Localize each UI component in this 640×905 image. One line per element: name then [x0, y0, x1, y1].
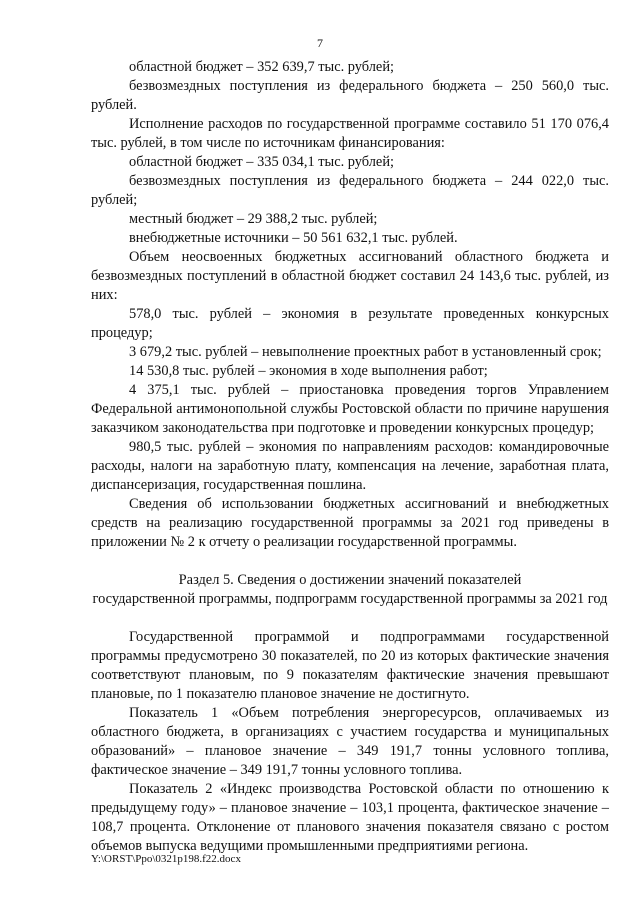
paragraph: Государственной программой и подпрограммами государственной программы предусмотрено 30 показателей, по 20 из которых фактические значения соответствуют плановым, по 9 показателям фактические значения превышают плановые, по 1 показателю плановое значение не достигнуто. — [91, 629, 609, 702]
paragraph: Показатель 2 «Индекс производства Ростовской области по отношению к предыдущему году» – плановое значение – 103,1 процента, фактическое значение – 108,7 процента. Отклонение от планового значения показателя связано с ростом объемов выпуска ведущими промышленными предприятиями региона. — [91, 781, 609, 854]
paragraph: безвозмездных поступления из федерального бюджета – 244 022,0 тыс. рублей; — [91, 173, 609, 208]
paragraph: Сведения об использовании бюджетных ассигнований и внебюджетных средств на реализацию государственной программы за 2021 год приведены в приложении № 2 к отчету о реализации государственной программы. — [91, 496, 609, 550]
paragraph: 14 530,8 тыс. рублей – экономия в ходе выполнения работ; — [129, 363, 488, 379]
paragraph: областной бюджет – 335 034,1 тыс. рублей; — [129, 154, 395, 170]
page-number: 7 — [317, 36, 323, 50]
paragraph: Объем неосвоенных бюджетных ассигнований областного бюджета и безвозмездных поступлений в областной бюджет составил 24 143,6 тыс. рублей, из них: — [91, 249, 609, 303]
section-heading-line: государственной программы, подпрограмм государственной программы за 2021 год — [92, 591, 608, 607]
paragraph: Показатель 1 «Объем потребления энергоресурсов, оплачиваемых из областного бюджета, в организациях с участием государства и муниципальных образований» – плановое значение – 349 191,7 тонны условного топлива, фактическое значение – 349 191,7 тонны условного топлива. — [91, 705, 609, 778]
paragraph: 4 375,1 тыс. рублей – приостановка проведения торгов Управлением Федеральной антимонопольной службы Ростовской области по причине нарушения заказчиком законодательства при подготовке и проведении конкурсных процедур; — [91, 382, 609, 436]
footer-file-path: Y:\ORST\Ppo\0321p198.f22.docx — [91, 853, 241, 865]
paragraph: 578,0 тыс. рублей – экономия в результате проведенных конкурсных процедур; — [91, 306, 609, 341]
document-body — [91, 58, 609, 856]
paragraph: Исполнение расходов по государственной программе составило 51 170 076,4 тыс. рублей, в том числе по источникам финансирования: — [91, 116, 609, 151]
paragraph: местный бюджет – 29 388,2 тыс. рублей; — [129, 211, 378, 227]
paragraph: областной бюджет – 352 639,7 тыс. рублей; — [129, 59, 395, 75]
section-heading — [91, 571, 609, 609]
section-heading-line: Раздел 5. Сведения о достижении значений показателей — [178, 572, 522, 588]
paragraph: безвозмездных поступления из федерального бюджета – 250 560,0 тыс. рублей. — [91, 78, 609, 113]
paragraph: внебюджетные источники – 50 561 632,1 тыс. рублей. — [129, 230, 458, 246]
paragraph: 3 679,2 тыс. рублей – невыполнение проектных работ в установленный срок; — [129, 344, 602, 360]
paragraph: 980,5 тыс. рублей – экономия по направлениям расходов: командировочные расходы, налоги на заработную плату, компенсация на лечение, заработная плата, диспансеризация, государственная пошлина. — [91, 439, 609, 493]
